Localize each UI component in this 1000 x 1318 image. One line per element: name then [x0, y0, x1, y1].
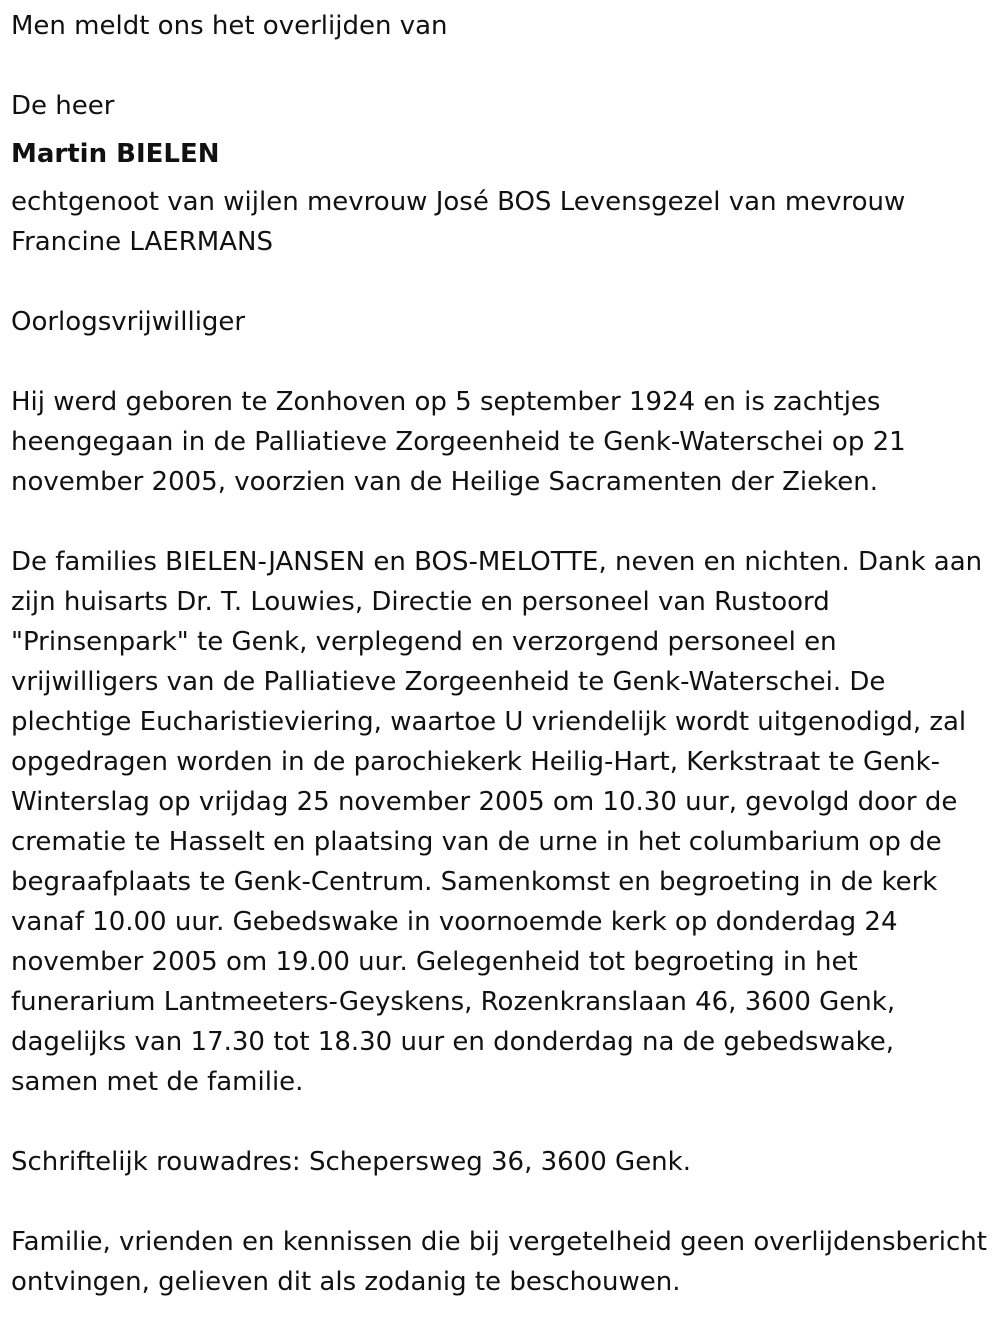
relations-text: echtgenoot van wijlen mevrouw José BOS Levensgezel van mevrouw Francine LAERMANS: [11, 187, 906, 257]
intro-text: Men meldt ons het overlijden van: [11, 11, 448, 41]
spacer: [11, 174, 988, 182]
spacer: [11, 262, 988, 302]
closing-text: Familie, vrienden en kennissen die bij vergetelheid geen overlijdensbericht ontvingen, gelieven dit als zodanig te beschouwen.: [11, 1227, 987, 1297]
spacer: [11, 342, 988, 382]
family-service-paragraph: De families BIELEN-JANSEN en BOS-MELOTTE, neven en nichten. Dank aan zijn huisarts Dr. T. Louwies, Directie en personeel van Rustoord "Prinsenpark" te Genk, verplegend en verzorgend personeel en vrijwilligers van de Palliatieve Zorgeenheid te Genk-Waterschei. De plechtige Eucharistieviering, waartoe U vriendelijk wordt uitgenodigd, zal opgedragen worden in de parochiekerk Heilig-Hart, Kerkstraat te Genk-Winterslag op vrijdag 25 november 2005 om 10.30 uur, gevolgd door de crematie te Hasselt en plaatsing van de urne in het columbarium op de begraafplaats te Genk-Centrum. Samenkomst en begroeting in de kerk vanaf 10.00 uur. Gebedswake in voornoemde kerk op donderdag 24 november 2005 om 19.00 uur. Gelegenheid tot begroeting in het funerarium Lantmeeters-Geyskens, Rozenkranslaan 46, 3600 Genk, dagelijks van 17.30 tot 18.30 uur en donderdag na de gebedswake, samen met de familie.: [11, 547, 983, 1097]
address-text: Schriftelijk rouwadres: Schepersweg 36, 3600 Genk.: [11, 1147, 691, 1177]
spacer: [11, 46, 988, 86]
spacer: [11, 502, 988, 542]
birth-death-paragraph: Hij werd geboren te Zonhoven op 5 september 1924 en is zachtjes heengegaan in de Palliatieve Zorgeenheid te Genk-Waterschei op 21 november 2005, voorzien van de Heilige Sacramenten der Zieken.: [11, 387, 906, 497]
spacer: [11, 1182, 988, 1222]
title-text: Oorlogsvrijwilliger: [11, 307, 246, 337]
spacer: [11, 126, 988, 134]
deceased-name: Martin BIELEN: [11, 139, 220, 169]
spacer: [11, 1102, 988, 1142]
salutation-text: De heer: [11, 91, 115, 121]
